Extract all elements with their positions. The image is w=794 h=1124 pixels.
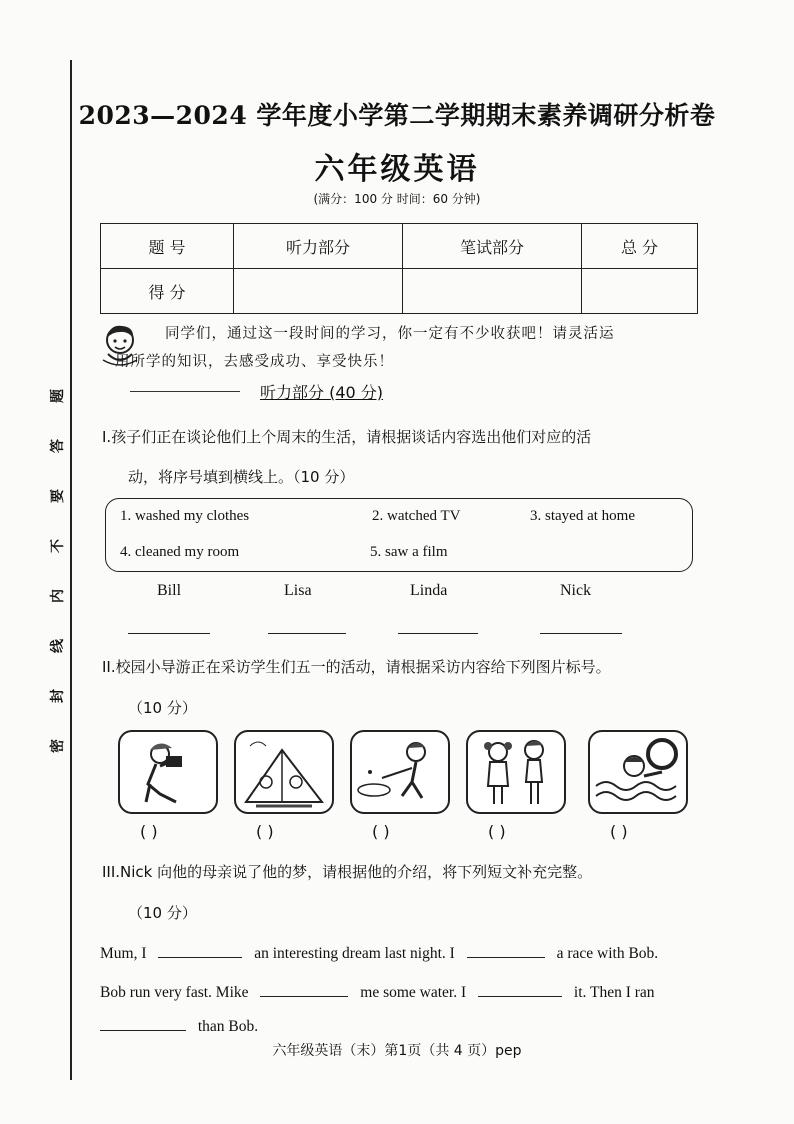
score-cell: 听力部分 — [234, 224, 403, 269]
picture-answer-paren[interactable]: ( ) — [488, 822, 506, 841]
full-mark-info: (满分：100 分 时间：60 分钟) — [313, 192, 481, 206]
section3-instruction: （10 分） — [128, 904, 197, 922]
score-table — [100, 223, 698, 314]
option-item: 2. watched TV — [372, 508, 461, 524]
option-item: 4. cleaned my room — [120, 544, 240, 560]
section1-instruction: 动，将序号填到横线上。（10 分） — [128, 468, 355, 486]
listening-section-header: 听力部分 (40 分) — [260, 383, 384, 402]
writing-score-cell[interactable] — [403, 269, 582, 314]
student-name: Nick — [560, 582, 592, 599]
binding-char: 不 — [50, 539, 66, 553]
binding-char: 线 — [50, 639, 66, 653]
binding-char: 密 — [50, 739, 66, 753]
option-item: 1. washed my clothes — [120, 508, 250, 524]
student-name: Bill — [157, 582, 182, 599]
section-divider — [130, 391, 240, 392]
binding-char: 题 — [50, 389, 66, 403]
story-text: a race with Bob. — [556, 945, 659, 962]
binding-char: 内 — [50, 589, 66, 603]
story-text: Bob run very fast. Mike — [100, 984, 249, 1001]
camping-tent-picture — [234, 730, 334, 814]
answer-blank[interactable] — [540, 633, 622, 634]
story-text: me some water. I — [360, 984, 467, 1001]
option-item: 3. stayed at home — [530, 508, 635, 524]
student-name: Lisa — [284, 582, 312, 599]
children-talking-picture — [466, 730, 566, 814]
picture-answer-paren[interactable]: ( ) — [372, 822, 390, 841]
section3-instruction: III.Nick 向他的母亲说了他的梦，请根据他的介绍，将下列短文补充完整。 — [102, 863, 593, 881]
binding-char: 封 — [50, 689, 66, 703]
section2-instruction: （10 分） — [128, 699, 197, 717]
section1-instruction: I.孩子们正在谈论他们上个周末的生活，请根据谈话内容选出他们对应的活 — [102, 428, 592, 446]
intro-text — [115, 320, 725, 376]
binding-char: 答 — [50, 439, 66, 453]
story-text: than Bob. — [197, 1018, 259, 1035]
intro-line: 同学们，通过这一段时间的学习，你一定有不少收获吧！请灵活运 — [165, 326, 615, 342]
option-item: 5. saw a film — [370, 544, 448, 560]
answer-blank[interactable] — [268, 633, 346, 634]
page-footer: 六年级英语（末）第1页（共 4 页）pep — [272, 1043, 522, 1059]
story-line — [100, 943, 658, 963]
score-label-cell: 得 分 — [101, 269, 234, 314]
story-text: Mum, I — [100, 945, 147, 962]
score-table-score-row — [101, 269, 698, 314]
boy-swimming-picture — [588, 730, 688, 814]
subject-title: 六年级英语 — [314, 152, 480, 187]
score-table-header-row — [101, 224, 698, 269]
picture-answer-paren[interactable]: ( ) — [256, 822, 274, 841]
intro-line: 用所学的知识，去感受成功、享受快乐！ — [115, 354, 394, 370]
story-blank[interactable] — [467, 943, 545, 958]
score-cell: 总 分 — [582, 224, 698, 269]
student-name: Linda — [410, 582, 448, 599]
answer-blank[interactable] — [128, 633, 210, 634]
photographer-picture — [118, 730, 218, 814]
binding-char: 要 — [50, 489, 66, 503]
options-box — [105, 498, 693, 572]
picture-answer-paren[interactable]: ( ) — [610, 822, 628, 841]
story-line — [100, 982, 655, 1002]
total-score-cell[interactable] — [582, 269, 698, 314]
score-cell: 题 号 — [101, 224, 234, 269]
story-blank[interactable] — [100, 1016, 186, 1031]
listening-score-cell[interactable] — [234, 269, 403, 314]
story-blank[interactable] — [478, 982, 562, 997]
picture-answer-paren[interactable]: ( ) — [140, 822, 158, 841]
story-blank[interactable] — [260, 982, 348, 997]
score-cell: 笔试部分 — [403, 224, 582, 269]
exam-title: 2023—2024 学年度小学第二学期期末素养调研分析卷 — [78, 101, 716, 130]
story-text: an interesting dream last night. I — [254, 945, 455, 962]
story-line — [100, 1016, 258, 1036]
boy-fishing-picture — [350, 730, 450, 814]
story-text: it. Then I ran — [573, 984, 655, 1001]
binding-line — [70, 60, 72, 1080]
section2-instruction: II.校园小导游正在采访学生们五一的活动，请根据采访内容给下列图片标号。 — [102, 658, 611, 676]
answer-blank[interactable] — [398, 633, 478, 634]
story-blank[interactable] — [158, 943, 242, 958]
